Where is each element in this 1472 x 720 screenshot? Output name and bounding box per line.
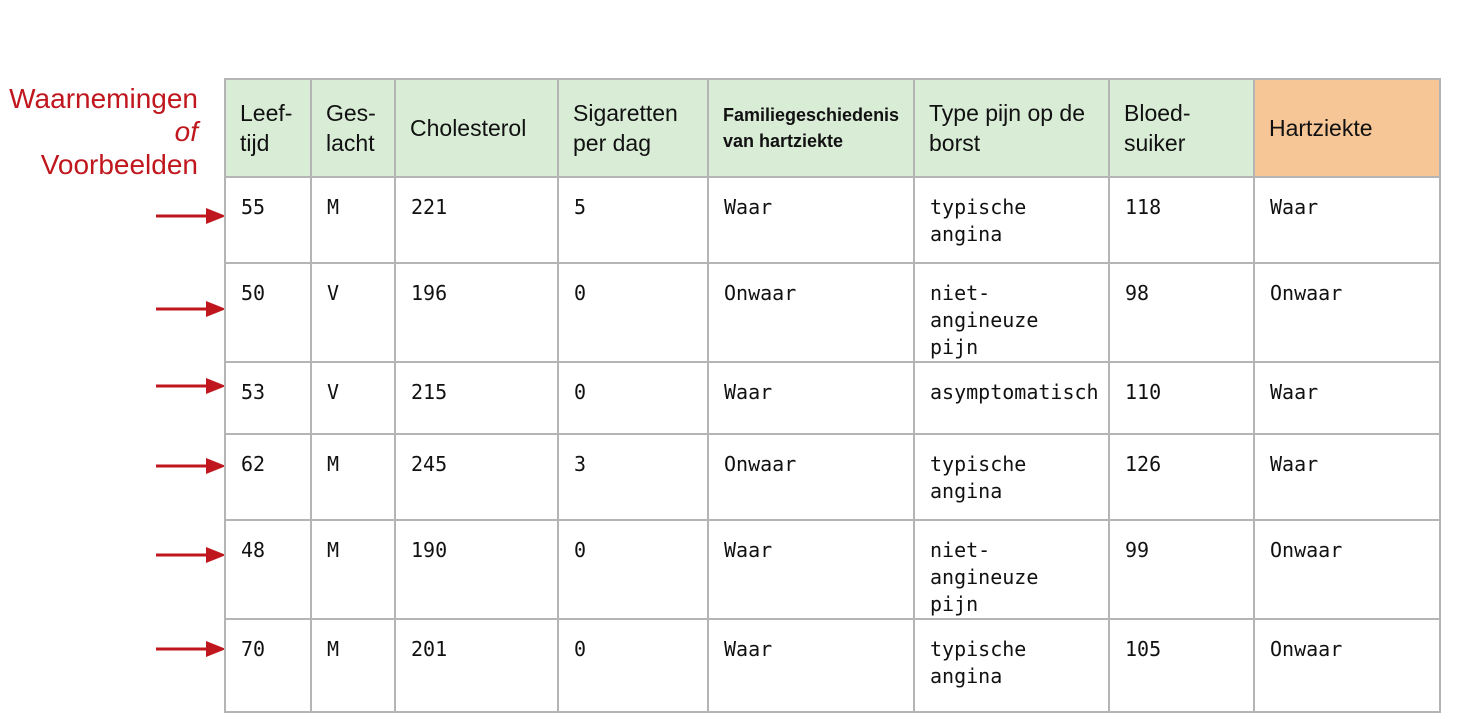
cell-heart-disease: [1254, 434, 1440, 520]
cell-value: Waar: [724, 195, 773, 219]
cell-value: 110: [1125, 380, 1162, 404]
cell-chest-pain-type: [914, 619, 1109, 712]
cell-chest-pain-type: [914, 520, 1109, 619]
cell-cholesterol: [395, 362, 558, 434]
cell-cigarettes: [558, 619, 708, 712]
cell-age: [225, 520, 311, 619]
cell-heart-disease: [1254, 619, 1440, 712]
cell-value: 99: [1125, 538, 1150, 562]
table-row: [225, 619, 1440, 712]
cell-blood-sugar: [1109, 619, 1254, 712]
cell-value: Waar: [1270, 380, 1319, 404]
cell-value: Onwaar: [1270, 538, 1343, 562]
cell-value: Waar: [1270, 195, 1319, 219]
cell-value: 0: [574, 637, 587, 661]
cell-family-history: [708, 362, 914, 434]
cell-blood-sugar: [1109, 362, 1254, 434]
cell-value: 50: [241, 281, 266, 305]
cell-value: asymptomatisch: [930, 380, 1099, 404]
cell-cholesterol: [395, 177, 558, 263]
cell-blood-sugar: [1109, 177, 1254, 263]
cell-value: Waar: [1270, 452, 1319, 476]
cell-family-history: [708, 520, 914, 619]
cell-age: [225, 619, 311, 712]
cell-family-history: [708, 619, 914, 712]
cell-chest-pain-type: [914, 263, 1109, 362]
cell-value: Waar: [724, 538, 773, 562]
cell-value: 196: [411, 281, 448, 305]
cell-value: 190: [411, 538, 448, 562]
cell-value: V: [327, 380, 340, 404]
table-row: [225, 520, 1440, 619]
cell-value: 53: [241, 380, 266, 404]
observations-label-line1: Waarnemingen: [9, 83, 198, 114]
cell-sex: [311, 362, 395, 434]
cell-family-history: [708, 177, 914, 263]
row-arrow-icon: [156, 547, 226, 563]
cell-blood-sugar: [1109, 434, 1254, 520]
cell-value: 5: [574, 195, 587, 219]
header-sex: Ges- lacht: [311, 79, 395, 177]
cell-value: V: [327, 281, 340, 305]
cell-value: Waar: [724, 637, 773, 661]
cell-blood-sugar: [1109, 520, 1254, 619]
cell-value: M: [327, 637, 340, 661]
row-arrow-icon: [156, 458, 226, 474]
cell-age: [225, 177, 311, 263]
cell-value: typische angina: [930, 452, 1027, 503]
header-age: Leef- tijd: [225, 79, 311, 177]
cell-heart-disease: [1254, 362, 1440, 434]
observations-label-line2: Voorbeelden: [40, 149, 198, 180]
cell-value: niet-angineuze pijn: [930, 538, 1039, 616]
cell-value: 55: [241, 195, 266, 219]
header-row: [225, 79, 1440, 177]
row-arrow-icon: [156, 208, 226, 224]
cell-sex: [311, 177, 395, 263]
cell-value: Waar: [724, 380, 773, 404]
cell-value: 215: [411, 380, 448, 404]
table-row: [225, 263, 1440, 362]
cell-heart-disease: [1254, 263, 1440, 362]
cell-value: 62: [241, 452, 266, 476]
cell-age: [225, 434, 311, 520]
heart-disease-table: [224, 78, 1441, 713]
cell-sex: [311, 520, 395, 619]
cell-cigarettes: [558, 263, 708, 362]
cell-chest-pain-type: [914, 434, 1109, 520]
cell-value: 0: [574, 538, 587, 562]
cell-value: typische angina: [930, 637, 1027, 688]
cell-cigarettes: [558, 434, 708, 520]
cell-value: 70: [241, 637, 266, 661]
cell-cholesterol: [395, 619, 558, 712]
cell-cholesterol: [395, 434, 558, 520]
cell-heart-disease: [1254, 520, 1440, 619]
cell-value: 0: [574, 380, 587, 404]
cell-value: 98: [1125, 281, 1150, 305]
cell-value: M: [327, 452, 340, 476]
cell-value: Onwaar: [724, 452, 797, 476]
header-heart-disease-label: Hartziekte: [1254, 79, 1440, 177]
cell-cholesterol: [395, 520, 558, 619]
row-arrow-icon: [156, 378, 226, 394]
cell-value: 221: [411, 195, 448, 219]
cell-value: Onwaar: [1270, 281, 1343, 305]
cell-sex: [311, 434, 395, 520]
header-blood-sugar: Bloed- suiker: [1109, 79, 1254, 177]
cell-blood-sugar: [1109, 263, 1254, 362]
cell-age: [225, 362, 311, 434]
table-row: [225, 177, 1440, 263]
table-row: [225, 434, 1440, 520]
row-arrow-icon: [156, 641, 226, 657]
cell-cigarettes: [558, 520, 708, 619]
cell-sex: [311, 263, 395, 362]
cell-chest-pain-type: [914, 177, 1109, 263]
cell-cholesterol: [395, 263, 558, 362]
header-chest-pain-type: Type pijn op de borst: [914, 79, 1109, 177]
cell-value: niet-angineuze pijn: [930, 281, 1039, 359]
cell-value: 118: [1125, 195, 1162, 219]
observations-label: [9, 82, 198, 181]
cell-cigarettes: [558, 362, 708, 434]
header-cigarettes: Sigaretten per dag: [558, 79, 708, 177]
cell-value: M: [327, 538, 340, 562]
cell-value: 126: [1125, 452, 1162, 476]
cell-value: 201: [411, 637, 448, 661]
cell-value: 48: [241, 538, 266, 562]
row-arrow-icon: [156, 301, 226, 317]
cell-value: 245: [411, 452, 448, 476]
header-cholesterol: Cholesterol: [395, 79, 558, 177]
cell-value: 3: [574, 452, 587, 476]
observations-label-or: of: [174, 116, 198, 147]
cell-value: 105: [1125, 637, 1162, 661]
cell-family-history: [708, 263, 914, 362]
cell-family-history: [708, 434, 914, 520]
cell-value: Onwaar: [1270, 637, 1343, 661]
cell-sex: [311, 619, 395, 712]
table-row: [225, 362, 1440, 434]
cell-cigarettes: [558, 177, 708, 263]
cell-value: typische angina: [930, 195, 1027, 246]
cell-heart-disease: [1254, 177, 1440, 263]
cell-value: 0: [574, 281, 587, 305]
cell-value: Onwaar: [724, 281, 797, 305]
cell-value: M: [327, 195, 340, 219]
cell-age: [225, 263, 311, 362]
header-family-history: Familiegeschiedenis van hartziekte: [708, 79, 914, 177]
cell-chest-pain-type: [914, 362, 1109, 434]
